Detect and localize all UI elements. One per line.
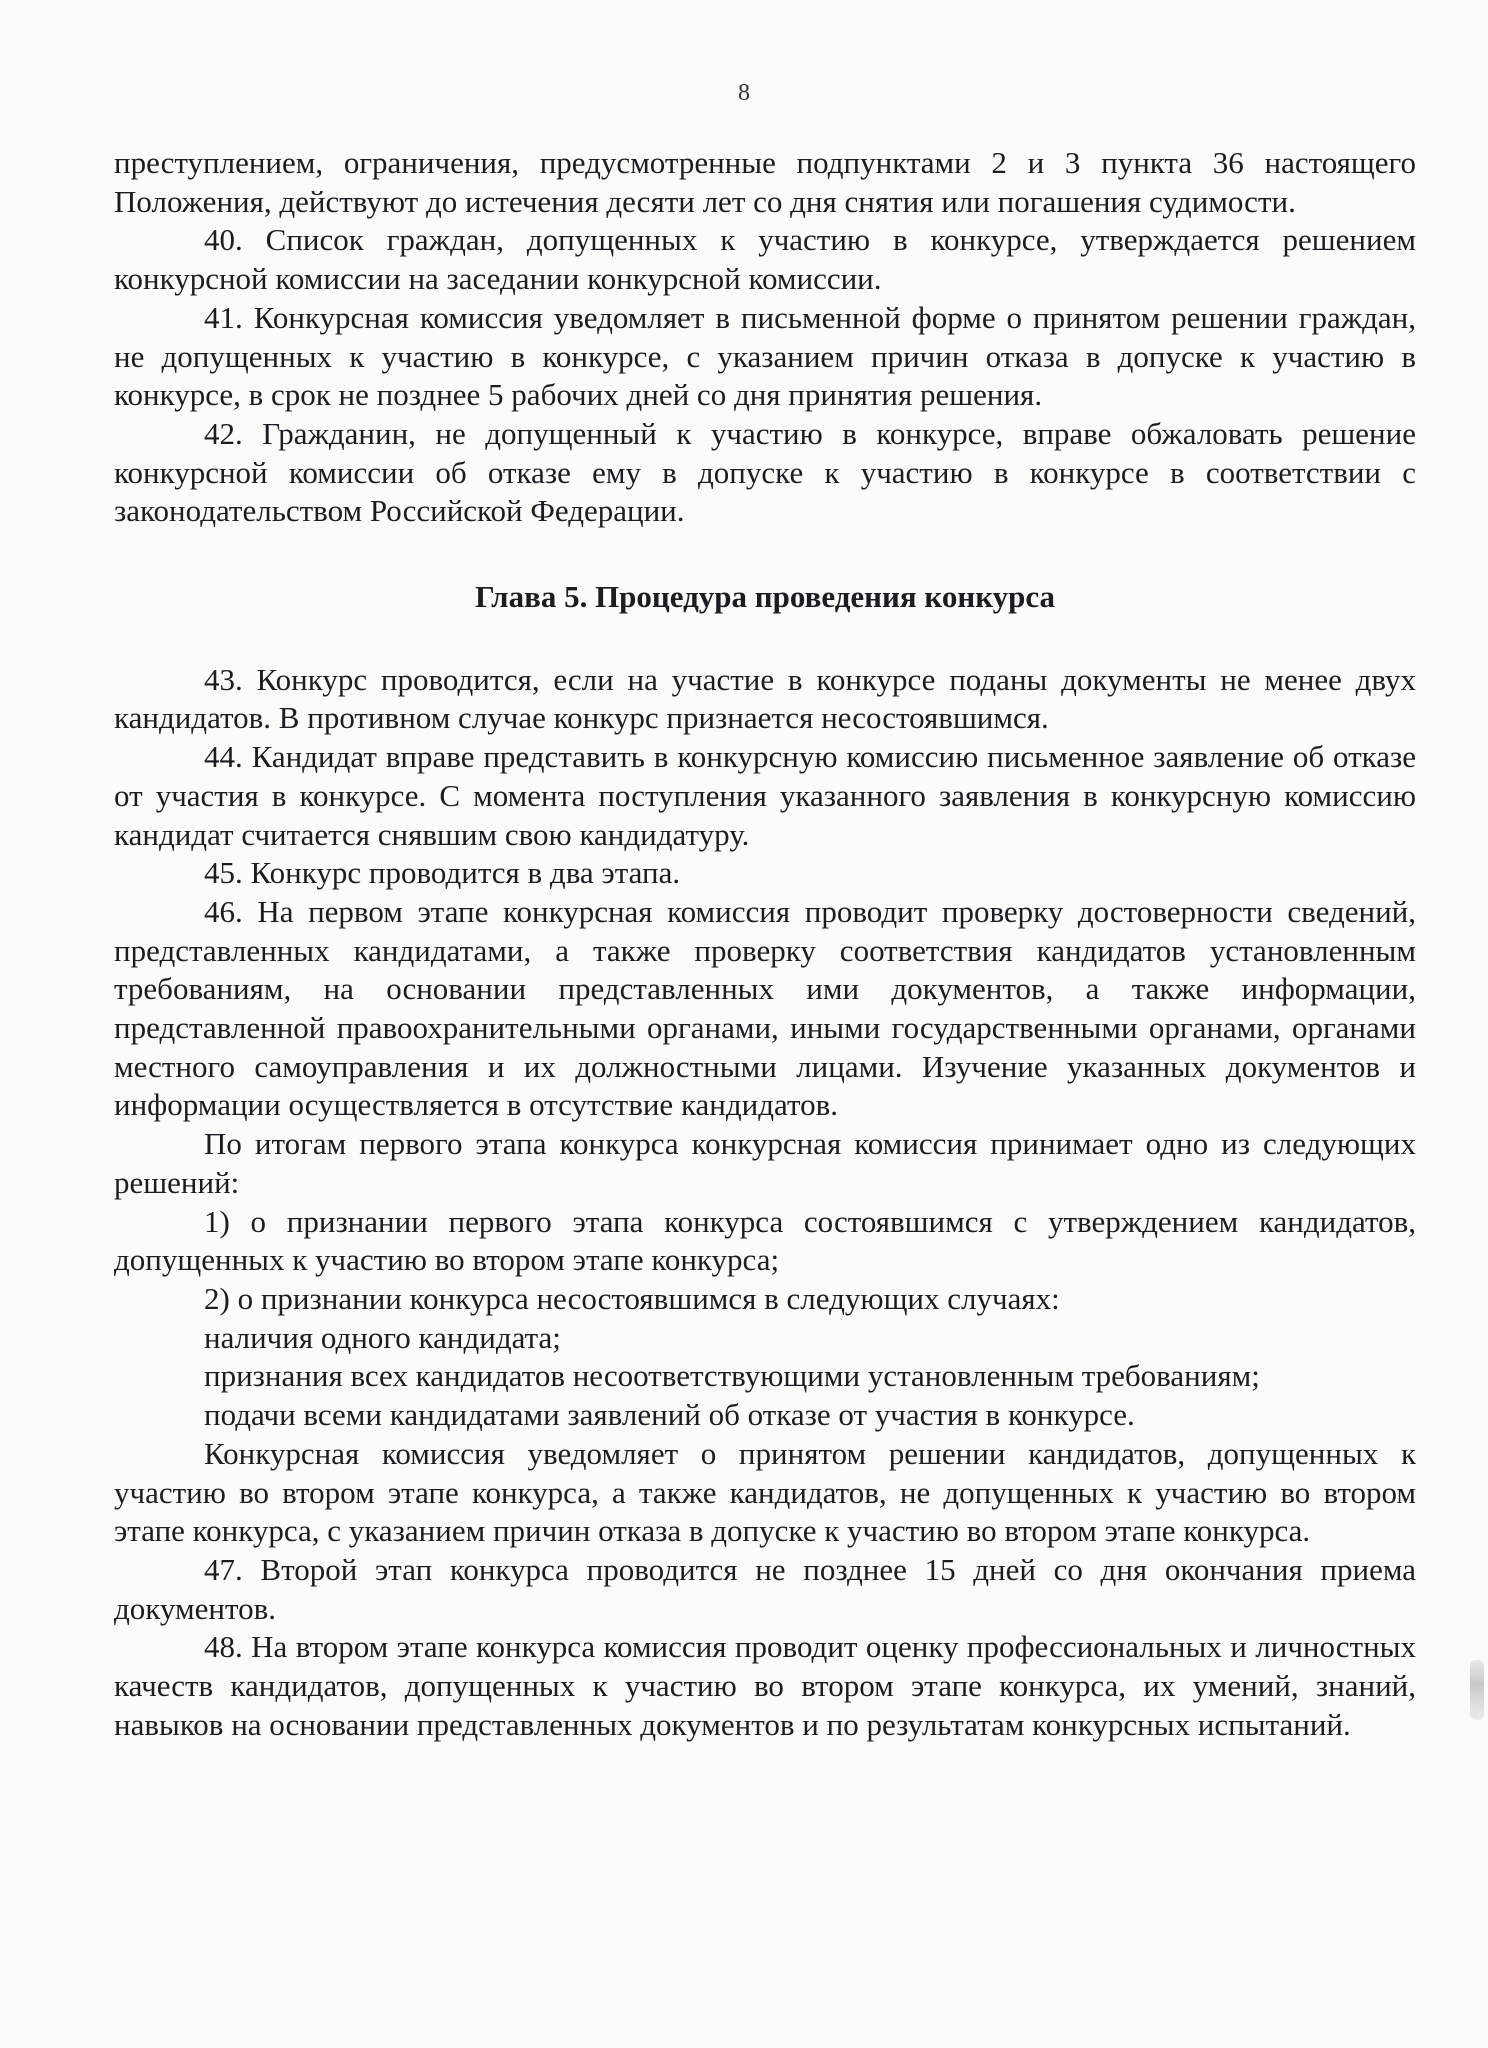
paragraph-43: 43. Конкурс проводится, если на участие в конкурсе поданы документы не менее двух кандидатов. В противном случае конкурс признается несостоявшимся.: [114, 661, 1416, 736]
paragraph-40: 40. Список граждан, допущенных к участию в конкурсе, утверждается решением конкурсной комиссии на заседании конкурсной комиссии.: [114, 222, 1416, 297]
sub-item-one-candidate: наличия одного кандидата;: [204, 1319, 561, 1355]
list-item-1: 1) о признании первого этапа конкурса состоявшимся с утверждением кандидатов, допущенных к участию во втором этапе конкурса;: [114, 1203, 1416, 1278]
paragraph-42: 42. Гражданин, не допущенный к участию в конкурсе, вправе обжаловать решение конкурсной комиссии об отказе ему в допуске к участию в конкурсе в соответствии с законодательством Российской Федерации.: [114, 415, 1416, 529]
sub-item-all-noncompliant: признания всех кандидатов несоответствующими установленным требованиям;: [204, 1358, 1260, 1394]
paragraph-44: 44. Кандидат вправе представить в конкурсную комиссию письменное заявление об отказе от участия в конкурсе. С момента поступления указанного заявления в конкурсную комиссию кандидат считается снявшим свою кандидатуру.: [114, 739, 1416, 852]
page-number: 8: [738, 80, 750, 106]
paragraph-continuation: преступлением, ограничения, предусмотренные подпунктами 2 и 3 пункта 36 настоящего Положения, действуют до истечения десяти лет со дня снятия или погашения судимости.: [114, 145, 1416, 219]
paragraph-46: 46. На первом этапе конкурсная комиссия проводит проверку достоверности сведений, представленных кандидатами, а также проверку соответствия кандидатов установленным требованиям, на основании представленных ими документов, а также информации, представленной правоохранительными органами, иными государственными органами, органами местного самоуправления и их должностными лицами. Изучение указанных документов и информации осуществляется в отсутствие кандидатов.: [114, 893, 1416, 1123]
scan-edge-mark: [1470, 1660, 1484, 1720]
paragraph-47: 47. Второй этап конкурса проводится не позднее 15 дней со дня окончания приема документов.: [114, 1551, 1416, 1626]
paragraph-41: 41. Конкурсная комиссия уведомляет в письменной форме о принятом решении граждан, не допущенных к участию в конкурсе, с указанием причин отказа в допуске к участию в конкурсе, в срок не позднее 5 рабочих дней со дня принятия решения.: [114, 299, 1416, 413]
document-body: [114, 144, 1416, 1744]
chapter-heading: Глава 5. Процедура проведения конкурса: [474, 579, 1056, 615]
paragraph-notification: Конкурсная комиссия уведомляет о принятом решении кандидатов, допущенных к участию во втором этапе конкурса, а также кандидатов, не допущенных к участию во втором этапе конкурса, с указанием причин отказа в допуске к участию во втором этапе конкурса.: [114, 1435, 1416, 1549]
list-item-2: 2) о признании конкурса несостоявшимся в следующих случаях:: [204, 1280, 1060, 1316]
sub-item-all-withdrawn: подачи всеми кандидатами заявлений об отказе от участия в конкурсе.: [204, 1397, 1135, 1433]
paragraph-45: 45. Конкурс проводится в два этапа.: [204, 855, 681, 891]
paragraph-first-stage-results: По итогам первого этапа конкурса конкурсная комиссия принимает одно из следующих решений:: [114, 1126, 1416, 1200]
paragraph-48: 48. На втором этапе конкурса комиссия проводит оценку профессиональных и личностных качеств кандидатов, допущенных к участию во втором этапе конкурса, их умений, знаний, навыков на основании представленных документов и по результатам конкурсных испытаний.: [114, 1629, 1416, 1742]
